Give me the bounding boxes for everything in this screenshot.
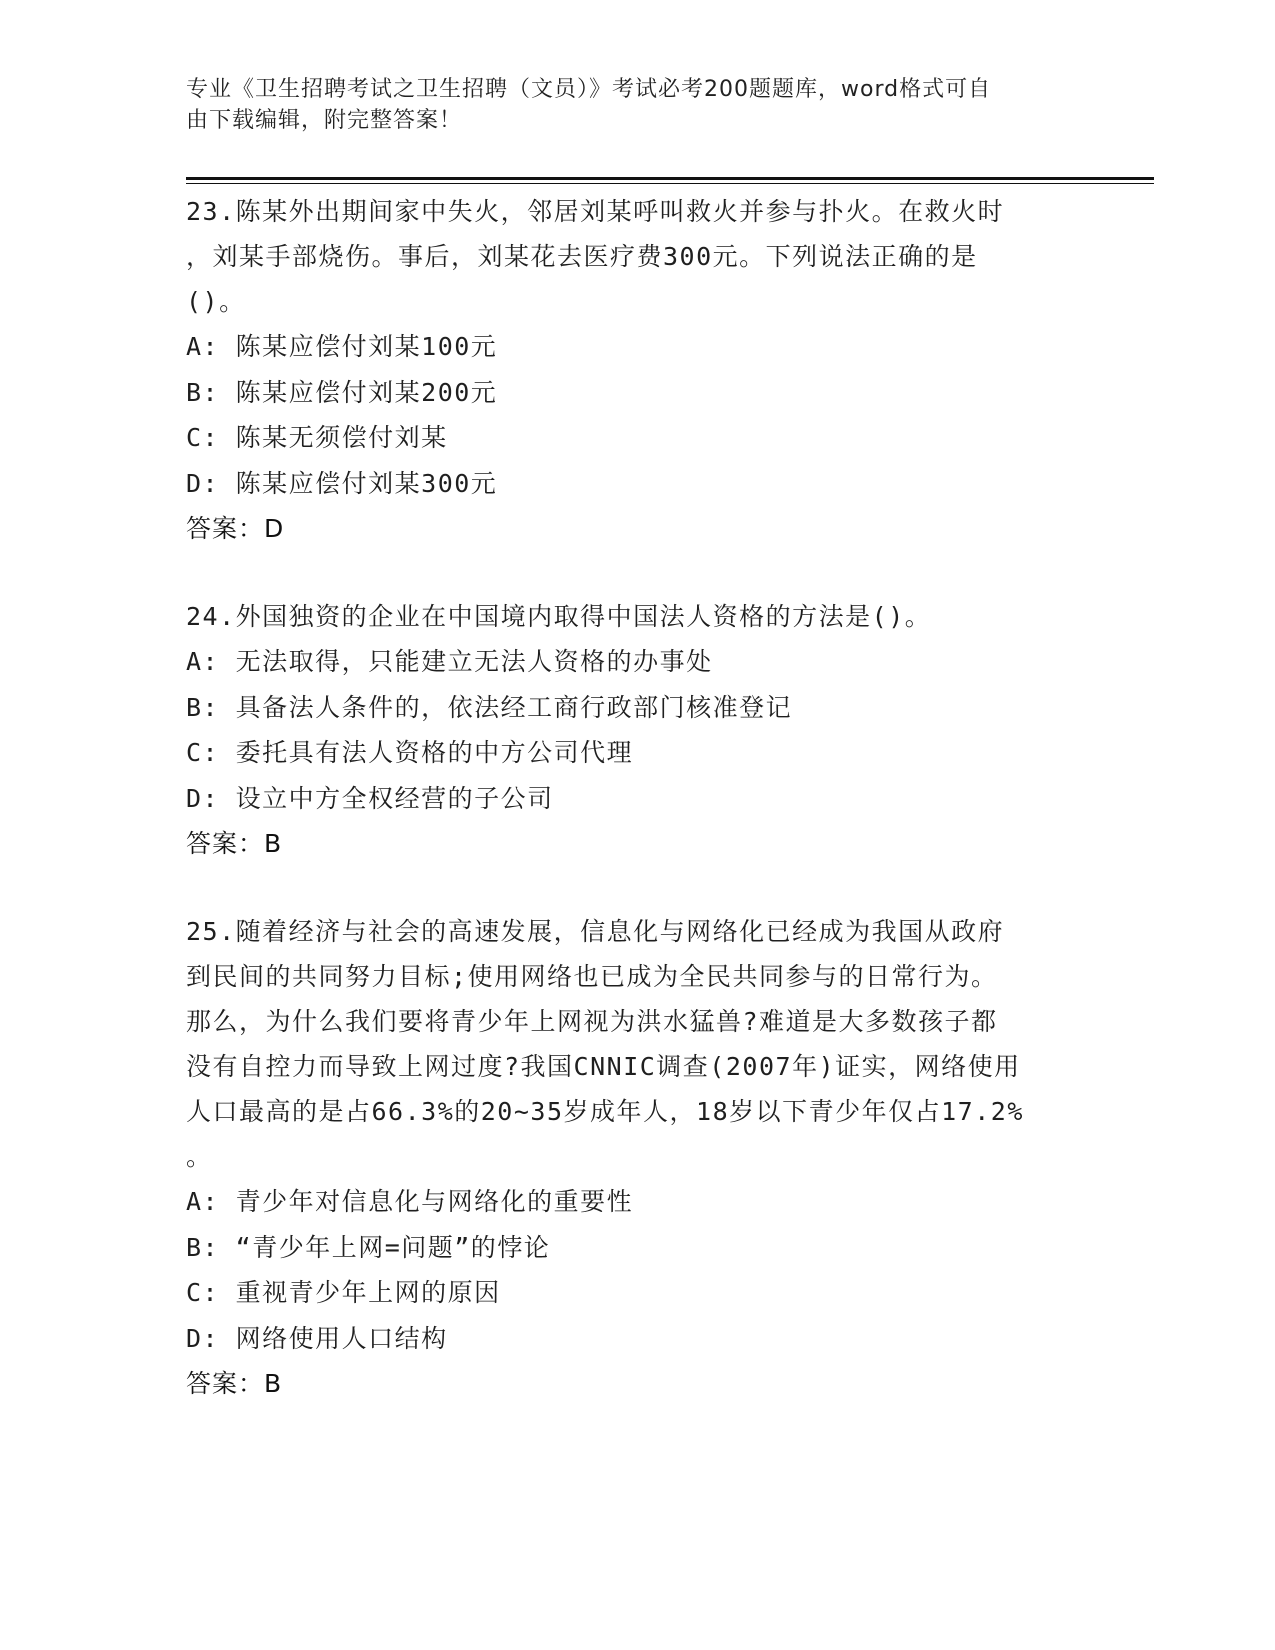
header-divider-thin (186, 183, 1154, 184)
option-a: A: 陈某应偿付刘某100元 (186, 332, 498, 361)
question-stem-line: 没有自控力而导致上网过度?我国CNNIC调查(2007年)证实，网络使用 (186, 1052, 1021, 1081)
header-line-2: 由下载编辑，附完整答案！ (186, 108, 463, 133)
answer-label: 答案：D (186, 514, 285, 543)
option-b: B: 具备法人条件的，依法经工商行政部门核准登记 (186, 692, 793, 722)
option-b: B: 陈某应偿付刘某200元 (186, 377, 498, 407)
question-24 (186, 594, 1086, 867)
option-d: D: 网络使用人口结构 (186, 1323, 448, 1353)
question-stem-line: 人口最高的是占66.3%的20~35岁成年人，18岁以下青少年仅占17.2% (186, 1097, 1024, 1126)
option-c: C: 重视青少年上网的原因 (186, 1278, 501, 1307)
question-stem-line: ，刘某手部烧伤。事后，刘某花去医疗费300元。下列说法正确的是 (186, 242, 978, 271)
answer-label: 答案：B (186, 829, 283, 858)
option-d: D: 陈某应偿付刘某300元 (186, 468, 498, 498)
answer-label: 答案：B (186, 1369, 283, 1398)
question-stem-line: ()。 (186, 287, 246, 316)
option-d: D: 设立中方全权经营的子公司 (186, 783, 554, 813)
question-stem-line: 24.外国独资的企业在中国境内取得中国法人资格的方法是()。 (186, 602, 932, 631)
header-line-1: 专业《卫生招聘考试之卫生招聘（文员）》考试必考200题题库，word格式可自 (186, 77, 992, 102)
question-stem-line: 23.陈某外出期间家中失火，邻居刘某呼叫救火并参与扑火。在救火时 (186, 197, 1005, 226)
question-stem-line: 25.随着经济与社会的高速发展，信息化与网络化已经成为我国从政府 (186, 917, 1005, 946)
question-stem-line: 。 (186, 1142, 213, 1171)
option-a: A: 青少年对信息化与网络化的重要性 (186, 1187, 634, 1216)
question-list (186, 189, 1086, 1449)
question-stem-line: 到民间的共同努力目标;使用网络也已成为全民共同参与的日常行为。 (186, 962, 998, 991)
question-stem-line: 那么，为什么我们要将青少年上网视为洪水猛兽?难道是大多数孩子都 (186, 1007, 998, 1036)
option-b: B: “青少年上网=问题”的悖论 (186, 1232, 551, 1262)
option-c: C: 委托具有法人资格的中方公司代理 (186, 738, 634, 767)
question-23 (186, 189, 1086, 552)
option-a: A: 无法取得，只能建立无法人资格的办事处 (186, 647, 713, 676)
header-divider-thick (186, 177, 1154, 180)
question-25 (186, 909, 1086, 1407)
document-header (186, 74, 1076, 136)
option-c: C: 陈某无须偿付刘某 (186, 423, 448, 452)
